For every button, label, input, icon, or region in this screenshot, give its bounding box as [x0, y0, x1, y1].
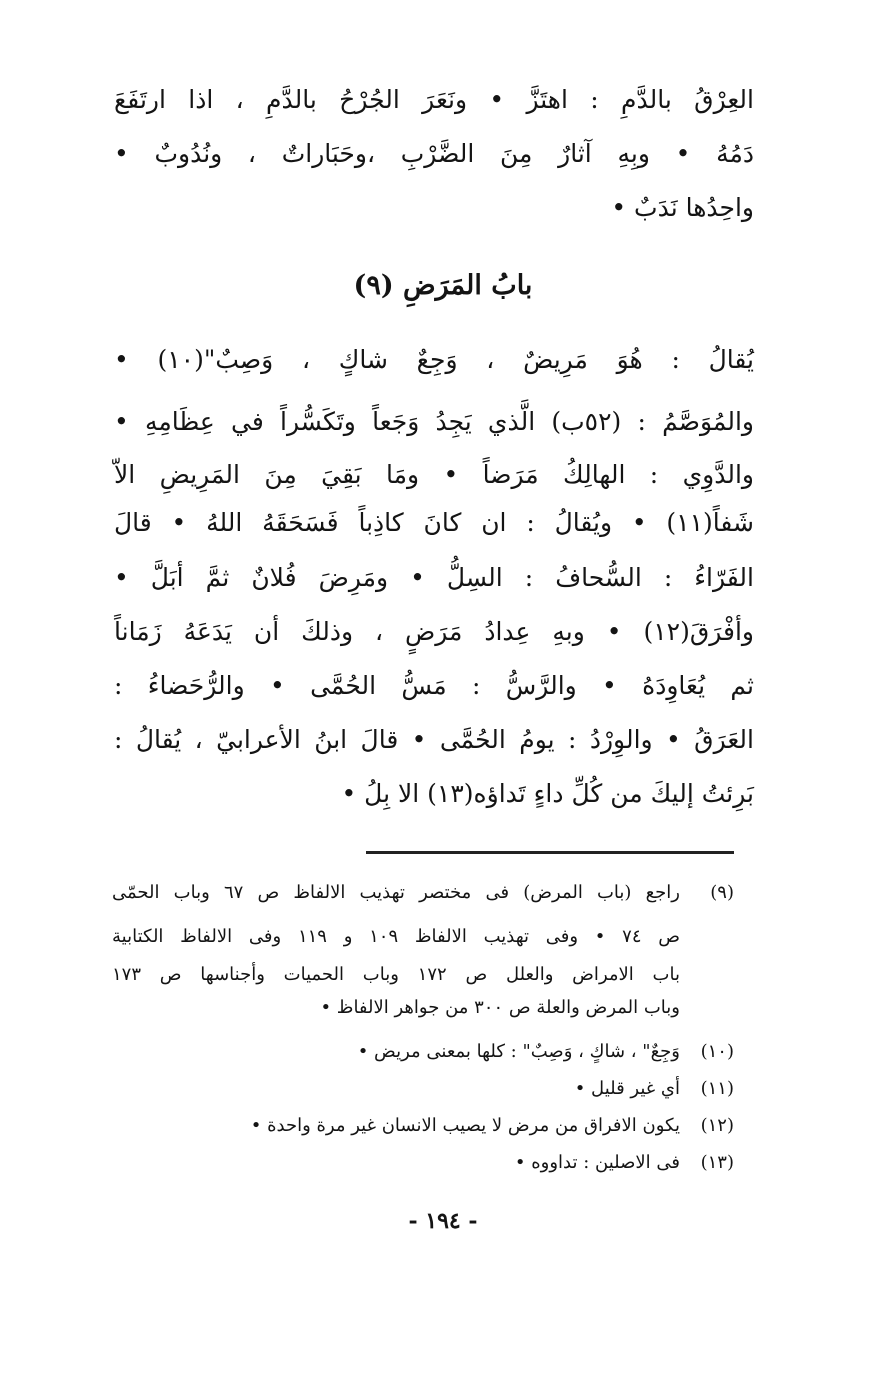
footnote-line: راجع (باب المرض) فى مختصر تهذيب الالفاظ ص ٦٧ وباب الحمّى [112, 882, 680, 903]
body-line: بَرِئتُ إليكَ من كُلِّ داءٍ تَداؤه(١٣) الا بِلُ • [341, 779, 754, 808]
footnote-line: ص ٧٤ • وفى تهذيب الالفاظ ١٠٩ و ١١٩ وفى الالفاظ الكتابية [112, 926, 681, 947]
footnote-10 [686, 1037, 734, 1067]
footnote-number: (١٣) [700, 1152, 734, 1173]
footnote-line: فى الاصلين : تداووه • [514, 1152, 680, 1173]
footnote-line: باب الامراض والعلل ص ١٧٢ وباب الحميات وأجناسها ص ١٧٣ [112, 964, 680, 985]
footnote-12 [686, 1111, 734, 1141]
footnote-13 [686, 1148, 734, 1178]
footnote-11 [686, 1074, 734, 1104]
body-line: العَرَقُ • والوِرْدُ : يومُ الحُمَّى • قالَ ابنُ الأعرابيّ ، يُقالُ : [114, 725, 754, 754]
footnote-9 [686, 878, 734, 908]
footnote-number: (١٠) [700, 1041, 734, 1062]
body-line: والدَّوِي : الهالِكُ مَرَضاً • ومَا بَقِيَ مِنَ المَرِيضِ الاّ [114, 460, 754, 489]
body-line: والمُوَصَّمُ : (٥٢ب) الَّذي يَجِدُ وَجَعاً وتَكَسُّراً في عِظَامِهِ • [114, 407, 754, 436]
footnote-separator [366, 851, 734, 854]
body-line: واحِدُها نَدَبٌ • [611, 193, 754, 222]
footnote-number: (١٢) [700, 1115, 734, 1136]
body-line: يُقالُ : هُوَ مَرِيضٌ ، وَجِعٌ شاكٍ ، وَصِبٌ"(١٠) • [114, 345, 754, 374]
footnote-number: (١١) [700, 1078, 734, 1099]
footnote-line: وباب المرض والعلة ص ٣٠٠ من جواهر الالفاظ • [320, 997, 680, 1018]
body-line: ثم يُعَاوِدَهُ • والرَّسُّ : مَسُّ الحُمَّى • والرُّحَضاءُ : [114, 671, 754, 700]
body-line: دَمُهُ • وبِهِ آثارٌ مِنَ الضَّرْبِ ،وحَبَاراتٌ ، ونُدُوبٌ • [114, 139, 754, 168]
footnote-line: أي غير قليل • [574, 1078, 680, 1099]
body-line: وأفْرَقَ(١٢) • وبهِ عِدادُ مَرَضٍ ، وذلكَ أن يَدَعَهُ زَمَاناً [114, 617, 754, 646]
footnote-line: وَجِعٌ" ، شاكٍ ، وَصِبٌ" : كلها بمعنى مريض • [357, 1041, 680, 1062]
body-line: شَفاً(١١) • ويُقالُ : ان كانَ كاذِباً فَسَحَقَهُ اللهُ • قالَ [114, 508, 754, 537]
footnote-line: يكون الافراق من مرض لا يصيب الانسان غير مرة واحدة • [250, 1115, 680, 1136]
page-number: - ١٩٤ - [408, 1208, 478, 1234]
footnote-number: (٩) [710, 882, 734, 903]
body-line: العِرْقُ بالدَّمِ : اهتَزَّ • ونَعَرَ الجُرْحُ بالدَّمِ ، اذا ارتَفَعَ [114, 85, 754, 114]
body-line: الفَرّاءُ : السُّحافُ : السِلُّ • ومَرِضَ فُلانٌ ثمَّ أبَلَّ • [114, 563, 754, 592]
section-heading: بابُ المَرَضِ (٩) [353, 270, 533, 301]
